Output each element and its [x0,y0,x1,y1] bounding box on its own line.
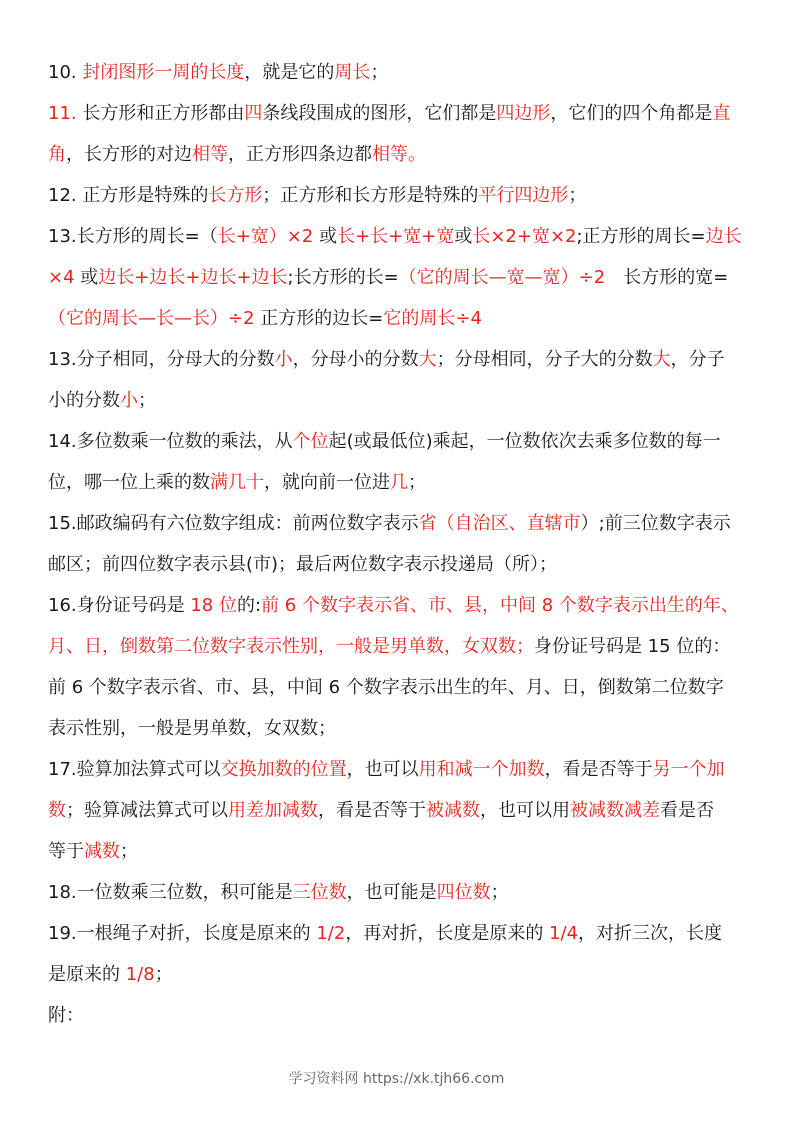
highlighted-text: 用差加减数 [228,800,318,821]
body-text: ；正方形和长方形是特殊的 [262,185,479,206]
highlighted-text: 大 [652,349,671,370]
highlighted-text: 四边形 [496,103,551,124]
document-body [48,52,760,1036]
body-text: 16.身份证号码是 [48,595,191,616]
body-text: 位，哪一位上乘的数 [48,472,210,493]
highlighted-text: 四 [244,103,263,124]
text-line [48,913,760,954]
body-text: ；分母相同，分子大的分数 [436,349,653,370]
highlighted-text: 小 [120,390,138,411]
text-line [48,585,760,626]
highlighted-text: 交换加数的位置 [220,759,347,780]
highlighted-text: （它的周长—宽—宽）÷2 [398,267,606,288]
highlighted-text: 前 6 个数字表示省、市、县，中间 8 个数字表示出生的年、 [261,595,739,616]
body-text: 或 [313,226,338,247]
highlighted-text: 1/8 [125,964,155,985]
highlighted-text: 1/2 [316,923,346,944]
text-line [48,831,760,872]
body-text: ；验算减法算式可以 [66,800,228,821]
highlighted-text: 长+宽）×2 [217,226,314,247]
highlighted-text: 角 [48,144,66,165]
highlighted-text: 省（自治区、直辖市 [418,513,581,534]
highlighted-text: 长方形 [208,185,263,206]
highlighted-text: 四位数 [436,882,491,903]
highlighted-text: 长×2+宽×2 [472,226,577,247]
body-text: ，长方形的对边 [66,144,192,165]
body-text: 正方形的边长= [254,308,384,329]
highlighted-text: 三位数 [292,882,347,903]
text-line [48,380,760,421]
highlighted-text: 封闭图形一周的长度 [82,62,245,83]
body-text: 12. 正方形是特殊的 [48,185,209,206]
text-line [48,134,760,175]
body-text: ； [490,882,509,903]
body-text: ，看是否等于 [318,800,426,821]
body-text: ； [154,964,173,985]
highlighted-text: 边长 [705,226,742,247]
body-text: ； [568,185,587,206]
highlighted-text: 减数 [84,841,120,862]
highlighted-text: 直 [712,103,731,124]
highlighted-text: 满几十 [210,472,264,493]
text-line [48,462,760,503]
body-text: 19.一根绳子对折，长度是原来的 [48,923,317,944]
highlighted-text: （它的周长—长—长）÷2 [48,308,255,329]
text-line [48,339,760,380]
highlighted-text: 平行四边形 [478,185,569,206]
text-line [48,216,760,257]
text-line [48,995,760,1036]
body-text: 13.分子相同，分母大的分数 [48,349,275,370]
text-line [48,667,760,708]
body-text: ）;前三位数字表示 [580,513,731,534]
body-text: 条线段围成的图形，它们都是 [262,103,497,124]
body-text: ;正方形的周长= [576,226,706,247]
body-text: 邮区；前四位数字表示县(市)；最后两位数字表示投递局（所）； [48,554,558,575]
text-line [48,954,760,995]
body-text: 看是否 [660,800,714,821]
body-text: 或 [454,226,473,247]
text-line [48,298,760,339]
body-text: ； [120,841,138,862]
body-text: 14.多位数乘一位数的乘法，从 [48,431,293,452]
highlighted-text: 18 位 [190,595,237,616]
highlighted-text: 边长+边长+边长+边长 [98,267,288,288]
text-line [48,257,760,298]
body-text: 长方形的宽= [605,267,729,288]
body-text: 等于 [48,841,84,862]
highlighted-text: 它的周长÷4 [383,308,482,329]
highlighted-text: 月、日，倒数第二位数字表示性别，一般是男单数，女双数； [48,636,534,657]
body-text: ，也可以用 [480,800,570,821]
body-text: 或 [74,267,99,288]
text-line [48,872,760,913]
highlighted-text: 被减数 [426,800,480,821]
highlighted-text: 另一个加 [652,759,725,780]
highlighted-text: 周长 [334,62,371,83]
body-text: ，就是它的 [244,62,335,83]
body-text: 15.邮政编码有六位数字组成：前两位数字表示 [48,513,419,534]
highlighted-text: 几 [390,472,408,493]
text-line [48,544,760,585]
body-text: ，对折三次，长度 [578,923,723,944]
page-footer: 学习资料网 https://xk.tjh66.com [288,1071,505,1087]
text-line [48,749,760,790]
text-line [48,93,760,134]
body-text: 13.长方形的周长=（ [48,226,218,247]
body-text: 身份证号码是 15 位的： [534,636,731,657]
highlighted-text: 相等 [192,144,228,165]
body-text: 起(或最低位)乘起，一位数依次去乘多位数的每一 [328,431,721,452]
body-text: ，再对折，长度是原来的 [345,923,550,944]
highlighted-text: 数 [48,800,66,821]
highlighted-text: 被减数减差 [570,800,660,821]
highlighted-text: 长+长+宽+宽 [337,226,455,247]
highlighted-text: 相等。 [372,144,426,165]
body-text: 17.验算加法算式可以 [48,759,221,780]
highlighted-text: 个位 [292,431,329,452]
highlighted-text: 用和减一个加数 [418,759,545,780]
body-text: ，它们的四个角都是 [550,103,713,124]
text-line [48,790,760,831]
body-text: ;长方形的长= [287,267,399,288]
body-text: ； [370,62,389,83]
body-text: ，也可以 [346,759,419,780]
text-line [48,503,760,544]
body-text: 附： [48,1005,84,1026]
text-line [48,626,760,667]
highlighted-text: ×4 [48,267,75,288]
body-text: ，就向前一位进 [264,472,390,493]
body-text: 的: [237,595,262,616]
body-text: 是原来的 [48,964,126,985]
body-text: ，分子 [670,349,725,370]
body-text: ，分母小的分数 [292,349,419,370]
body-text: 表示性别，一般是男单数，女双数； [48,718,336,739]
body-text: ； [138,390,156,411]
body-text: 前 6 个数字表示省、市、县，中间 6 个数字表示出生的年、月、日，倒数第二位数字 [48,677,724,698]
text-line [48,52,760,93]
body-text: 18.一位数乘三位数，积可能是 [48,882,293,903]
text-line [48,421,760,462]
highlighted-text: 11. [48,103,83,124]
body-text: 长方形和正方形都由 [82,103,245,124]
body-text: ； [408,472,426,493]
highlighted-text: 小 [274,349,293,370]
highlighted-text: 1/4 [549,923,579,944]
highlighted-text: 大 [418,349,437,370]
body-text: ，看是否等于 [544,759,653,780]
text-line [48,708,760,749]
body-text: 10. [48,62,83,83]
body-text: ，正方形四条边都 [228,144,372,165]
body-text: 小的分数 [48,390,120,411]
text-line [48,175,760,216]
body-text: ，也可能是 [346,882,437,903]
